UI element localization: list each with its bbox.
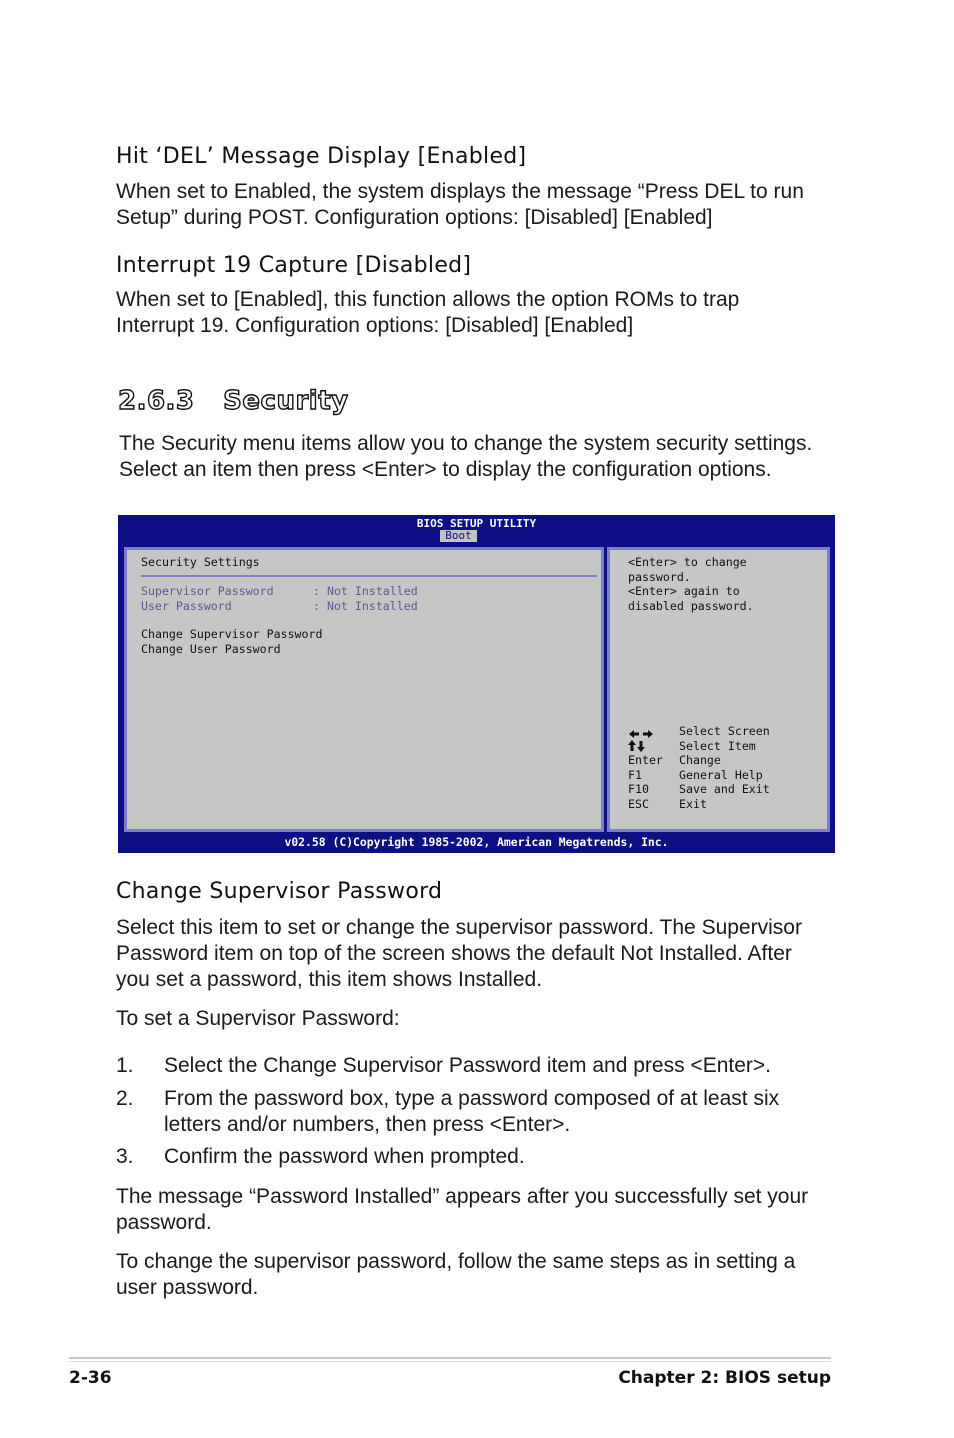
bios-copyright: v02.58 (C)Copyright 1985-2002, American Megatrends, Inc.: [284, 835, 669, 849]
list-item-number: 1.: [116, 1054, 134, 1077]
list-item: [116, 1144, 836, 1170]
change-supervisor-line: you set a password, this item shows Installed.: [116, 968, 543, 991]
hit-del-description: [116, 179, 846, 231]
bios-key-name: ESC: [628, 796, 649, 811]
bios-key-desc: Change: [679, 753, 721, 767]
bios-change-user-password[interactable]: Change User Password: [141, 641, 281, 656]
security-intro-line: Select an item then press <Enter> to display the configuration options.: [119, 458, 772, 481]
chapter-title: Chapter 2: BIOS setup: [618, 1368, 831, 1388]
bios-help-line: <Enter> to change: [628, 555, 747, 569]
interrupt19-line: Interrupt 19. Configuration options: [Disabled] [Enabled]: [116, 314, 634, 337]
note-line: password.: [116, 1211, 212, 1234]
bios-change-supervisor-password[interactable]: Change Supervisor Password: [141, 627, 323, 641]
bios-screenshot: [118, 515, 835, 853]
interrupt19-heading: Interrupt 19 Capture [Disabled]: [116, 253, 472, 278]
bios-key-desc: Save and Exit: [679, 782, 770, 796]
change-supervisor-description: [116, 915, 846, 993]
bios-key-desc: General Help: [679, 767, 763, 782]
note-line: user password.: [116, 1276, 259, 1299]
hit-del-line: When set to Enabled, the system displays the message “Press DEL to run: [116, 180, 804, 203]
security-intro-line: The Security menu items allow you to change the system security settings.: [119, 432, 813, 455]
change-supervisor-line: Password item on top of the screen shows the default Not Installed. After: [116, 942, 792, 965]
note-line: To change the supervisor password, follow the same steps as in setting a: [116, 1250, 796, 1273]
list-item-text: Confirm the password when prompted.: [164, 1145, 525, 1168]
bios-settings-panel: [124, 547, 604, 832]
bios-help-line: password.: [628, 569, 691, 584]
list-item-text: letters and/or numbers, then press <Enter>.: [164, 1113, 571, 1136]
bios-key-name: F10: [628, 782, 649, 796]
page-number: 2-36: [69, 1368, 112, 1388]
bios-title: BIOS SETUP UTILITY: [416, 517, 537, 530]
list-item: [116, 1086, 836, 1138]
change-supervisor-line: Select this item to set or change the supervisor password. The Supervisor: [116, 916, 802, 939]
bios-item-user-password-value: : Not Installed: [313, 598, 418, 613]
bios-key-desc: Select Item: [679, 738, 756, 753]
left-right-arrows-icon: [628, 726, 658, 738]
security-intro: [119, 431, 849, 483]
change-supervisor-heading: Change Supervisor Password: [116, 879, 443, 904]
set-password-intro: To set a Supervisor Password:: [116, 1007, 400, 1030]
list-item-number: 3.: [116, 1145, 134, 1168]
bios-key-desc: Exit: [679, 796, 707, 811]
change-password-note: [116, 1249, 846, 1301]
list-item-text: Select the Change Supervisor Password item and press <Enter>.: [164, 1054, 771, 1077]
note-line: The message “Password Installed” appears after you successfully set your: [116, 1185, 809, 1208]
bios-key-name: Enter: [628, 753, 663, 767]
bios-help-line: <Enter> again to: [628, 584, 740, 598]
interrupt19-line: When set to [Enabled], this function allows the option ROMs to trap: [116, 288, 740, 311]
security-section-heading: 2.6.3 Security: [118, 386, 349, 416]
bios-key-desc: Select Screen: [679, 724, 770, 738]
list-item-text: From the password box, type a password composed of at least six: [164, 1087, 780, 1110]
bios-key-name: F1: [628, 767, 642, 782]
up-down-arrows-icon: [628, 739, 648, 752]
interrupt19-description: [116, 287, 846, 339]
bios-divider: [141, 575, 597, 577]
bios-help-panel: [607, 547, 830, 832]
footer-divider: [69, 1361, 831, 1362]
hit-del-line: Setup” during POST. Configuration options: [Disabled] [Enabled]: [116, 206, 713, 229]
bios-item-supervisor-password-label[interactable]: Supervisor Password: [141, 584, 274, 598]
bios-help-line: disabled password.: [628, 598, 754, 613]
bios-tab-boot[interactable]: Boot: [440, 530, 477, 542]
footer-divider: [69, 1357, 831, 1359]
hit-del-heading: Hit ‘DEL’ Message Display [Enabled]: [116, 144, 527, 169]
list-item-number: 2.: [116, 1087, 134, 1110]
list-item: [116, 1053, 836, 1079]
bios-item-supervisor-password-value: : Not Installed: [313, 584, 418, 598]
bios-section-title: Security Settings: [141, 555, 260, 569]
password-installed-note: [116, 1184, 846, 1236]
bios-item-user-password-label[interactable]: User Password: [141, 598, 232, 613]
